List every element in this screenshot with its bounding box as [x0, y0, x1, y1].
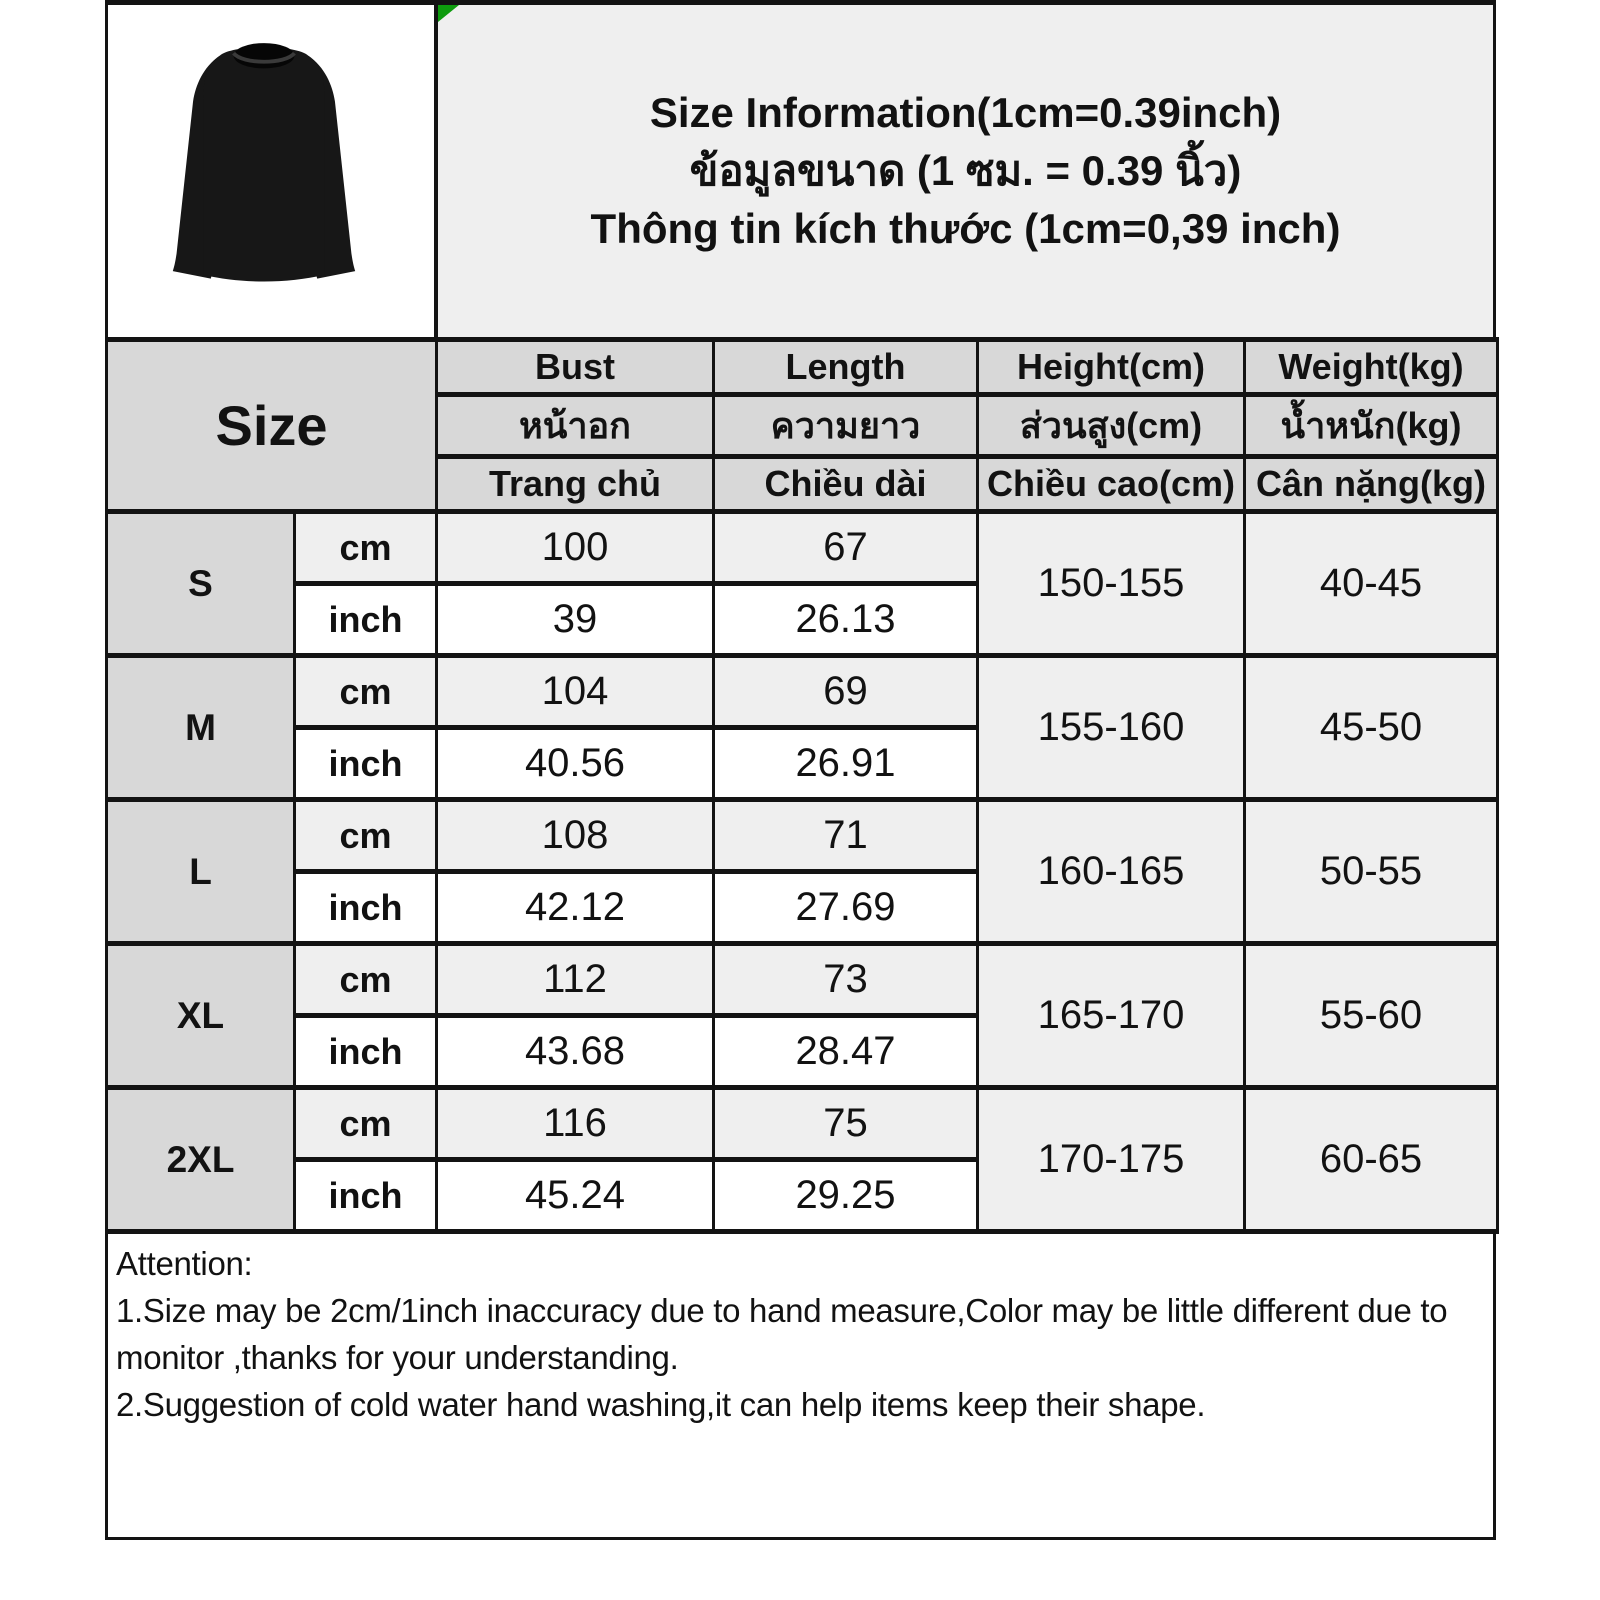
cell-bust-cm: 116	[437, 1088, 714, 1160]
cell-length-cm: 75	[714, 1088, 978, 1160]
cell-weight-range: 60-65	[1245, 1088, 1498, 1232]
col-header-bust-vi: Trang chủ	[437, 457, 714, 512]
col-header-height-en: Height(cm)	[978, 340, 1245, 395]
cell-length-inch: 29.25	[714, 1160, 978, 1232]
col-header-length-vi: Chiều dài	[714, 457, 978, 512]
title-cell	[438, 5, 1493, 337]
cell-length-inch: 26.13	[714, 584, 978, 656]
attention-section	[105, 1234, 1496, 1540]
cell-length-inch: 27.69	[714, 872, 978, 944]
cell-height-range: 155-160	[978, 656, 1245, 800]
cell-weight-range: 40-45	[1245, 512, 1498, 656]
col-header-length-th: ความยาว	[714, 395, 978, 457]
header-section	[105, 0, 1496, 337]
unit-cm: cm	[295, 512, 437, 584]
cell-length-inch: 26.91	[714, 728, 978, 800]
unit-inch: inch	[295, 584, 437, 656]
green-corner-marker-icon	[438, 5, 459, 22]
title-thai: ข้อมูลขนาด (1 ซม. = 0.39 นิ้ว)	[689, 146, 1242, 194]
cell-bust-inch: 45.24	[437, 1160, 714, 1232]
collar	[234, 43, 295, 68]
size-label: 2XL	[107, 1088, 295, 1232]
unit-inch: inch	[295, 1016, 437, 1088]
cell-height-range: 160-165	[978, 800, 1245, 944]
attention-note-2: 2.Suggestion of cold water hand washing,it can help items keep their shape.	[116, 1386, 1206, 1423]
cell-length-inch: 28.47	[714, 1016, 978, 1088]
col-header-bust-th: หน้าอก	[437, 395, 714, 457]
size-label: L	[107, 800, 295, 944]
cell-height-range: 170-175	[978, 1088, 1245, 1232]
unit-inch: inch	[295, 1160, 437, 1232]
cell-bust-cm: 104	[437, 656, 714, 728]
attention-note-1: 1.Size may be 2cm/1inch inaccuracy due to hand measure,Color may be little different due to monitor ,thanks for your understanding.	[116, 1292, 1448, 1376]
col-header-height-th: ส่วนสูง(cm)	[978, 395, 1245, 457]
cell-weight-range: 50-55	[1245, 800, 1498, 944]
cell-bust-inch: 40.56	[437, 728, 714, 800]
cell-bust-cm: 108	[437, 800, 714, 872]
col-header-weight-th: น้ำหนัก(kg)	[1245, 395, 1498, 457]
cell-bust-cm: 100	[437, 512, 714, 584]
size-label: M	[107, 656, 295, 800]
cell-length-cm: 71	[714, 800, 978, 872]
unit-inch: inch	[295, 728, 437, 800]
cell-height-range: 165-170	[978, 944, 1245, 1088]
unit-cm: cm	[295, 944, 437, 1016]
cell-bust-inch: 43.68	[437, 1016, 714, 1088]
col-header-bust-en: Bust	[437, 340, 714, 395]
size-chart	[105, 0, 1496, 1540]
size-column-header: Size	[107, 340, 437, 512]
tshirt-image	[131, 25, 397, 317]
col-header-length-en: Length	[714, 340, 978, 395]
product-image-cell	[108, 5, 438, 337]
col-header-weight-vi: Cân nặng(kg)	[1245, 457, 1498, 512]
cell-weight-range: 55-60	[1245, 944, 1498, 1088]
title-vietnamese: Thông tin kích thước (1cm=0,39 inch)	[590, 205, 1341, 253]
cell-bust-cm: 112	[437, 944, 714, 1016]
cell-bust-inch: 39	[437, 584, 714, 656]
unit-cm: cm	[295, 1088, 437, 1160]
unit-cm: cm	[295, 656, 437, 728]
attention-heading: Attention:	[116, 1245, 253, 1282]
size-label: S	[107, 512, 295, 656]
size-label: XL	[107, 944, 295, 1088]
cell-length-cm: 69	[714, 656, 978, 728]
cell-length-cm: 73	[714, 944, 978, 1016]
cell-weight-range: 45-50	[1245, 656, 1498, 800]
title-english: Size Information(1cm=0.39inch)	[649, 88, 1282, 136]
col-header-height-vi: Chiều cao(cm)	[978, 457, 1245, 512]
unit-inch: inch	[295, 872, 437, 944]
col-header-weight-en: Weight(kg)	[1245, 340, 1498, 395]
cell-bust-inch: 42.12	[437, 872, 714, 944]
unit-cm: cm	[295, 800, 437, 872]
cell-length-cm: 67	[714, 512, 978, 584]
cell-height-range: 150-155	[978, 512, 1245, 656]
size-table	[105, 337, 1499, 1234]
